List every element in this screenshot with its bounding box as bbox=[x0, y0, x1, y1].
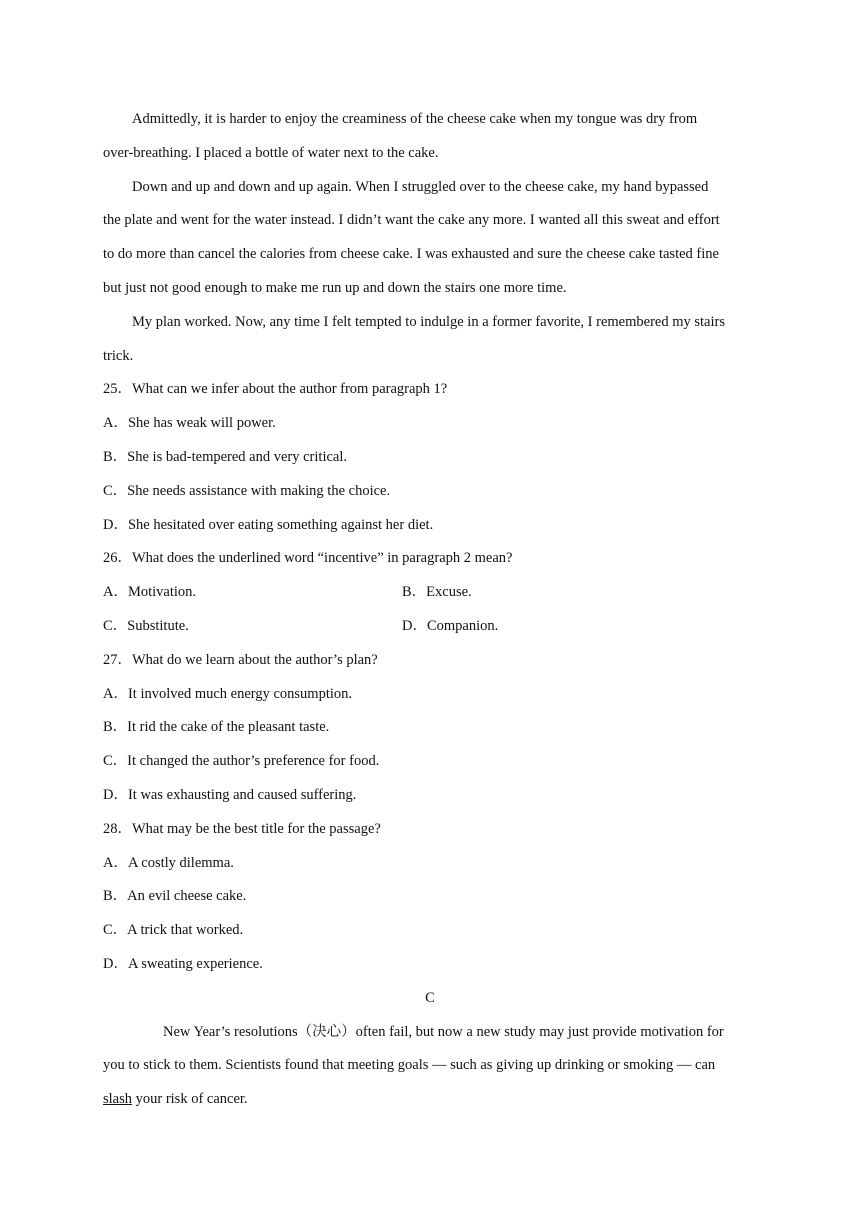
question-27-option-d: D．It was exhausting and caused suffering. bbox=[103, 786, 357, 803]
question-26-options-row-1 bbox=[103, 576, 757, 610]
underlined-word-slash: slash bbox=[103, 1091, 132, 1108]
question-26-option-a: A．Motivation. bbox=[103, 584, 197, 601]
passage-b-paragraph-line: Down and up and down and up again. When I struggled over to the cheese cake, my hand bypassed bbox=[132, 178, 709, 195]
passage-b-paragraph-line: to do more than cancel the calories from cheese cake. I was exhausted and sure the cheese cake tasted fine bbox=[103, 246, 719, 263]
question-26-stem: 26．What does the underlined word “incentive” in paragraph 2 mean? bbox=[103, 550, 513, 567]
question-26-option-c: C．Substitute. bbox=[103, 617, 189, 634]
passage-b-paragraph-line: over-breathing. I placed a bottle of water next to the cake. bbox=[103, 144, 439, 161]
question-26-options-row-2 bbox=[103, 610, 757, 644]
question-27-stem: 27．What do we learn about the author’s plan? bbox=[103, 651, 378, 668]
question-25-option-b: B．She is bad-tempered and very critical. bbox=[103, 448, 348, 465]
question-28-stem: 28．What may be the best title for the passage? bbox=[103, 820, 381, 837]
passage-b-paragraph-line: but just not good enough to make me run up and down the stairs one more time. bbox=[103, 279, 567, 296]
question-27-option-b: B．It rid the cake of the pleasant taste. bbox=[103, 719, 330, 736]
question-25-option-a: A．She has weak will power. bbox=[103, 415, 276, 432]
passage-b-paragraph-line: trick. bbox=[103, 347, 134, 364]
question-26-option-b: B．Excuse. bbox=[402, 584, 472, 601]
passage-b-paragraph-line: the plate and went for the water instead. I didn’t want the cake any more. I wanted all this sweat and effort bbox=[103, 212, 720, 229]
question-28-option-a: A．A costly dilemma. bbox=[103, 854, 234, 871]
passage-b-paragraph-line: My plan worked. Now, any time I felt tempted to indulge in a former favorite, I remembered my stairs bbox=[132, 313, 725, 330]
question-28-option-b: B．An evil cheese cake. bbox=[103, 888, 247, 905]
question-27-option-a: A．It involved much energy consumption. bbox=[103, 685, 353, 702]
passage-c-heading: C bbox=[425, 989, 435, 1006]
passage-c-line bbox=[103, 1083, 757, 1117]
question-28-option-d: D．A sweating experience. bbox=[103, 955, 263, 972]
passage-c-line: you to stick to them. Scientists found that meeting goals — such as giving up drinking or smoking — can bbox=[103, 1057, 716, 1074]
question-25-stem: 25．What can we infer about the author from paragraph 1? bbox=[103, 381, 448, 398]
question-28-option-c: C．A trick that worked. bbox=[103, 922, 244, 939]
passage-c-line-rest: your risk of cancer. bbox=[132, 1091, 248, 1108]
passage-c-line: New Year’s resolutions（决心）often fail, but now a new study may just provide motivation for bbox=[163, 1023, 724, 1040]
question-26-option-d: D．Companion. bbox=[402, 617, 499, 634]
question-25-option-c: C．She needs assistance with making the choice. bbox=[103, 482, 391, 499]
passage-b-paragraph-line: Admittedly, it is harder to enjoy the creaminess of the cheese cake when my tongue was dry from bbox=[132, 111, 698, 127]
question-25-option-d: D．She hesitated over eating something against her diet. bbox=[103, 516, 434, 533]
document-content bbox=[103, 103, 757, 1117]
question-27-option-c: C．It changed the author’s preference for food. bbox=[103, 753, 380, 770]
